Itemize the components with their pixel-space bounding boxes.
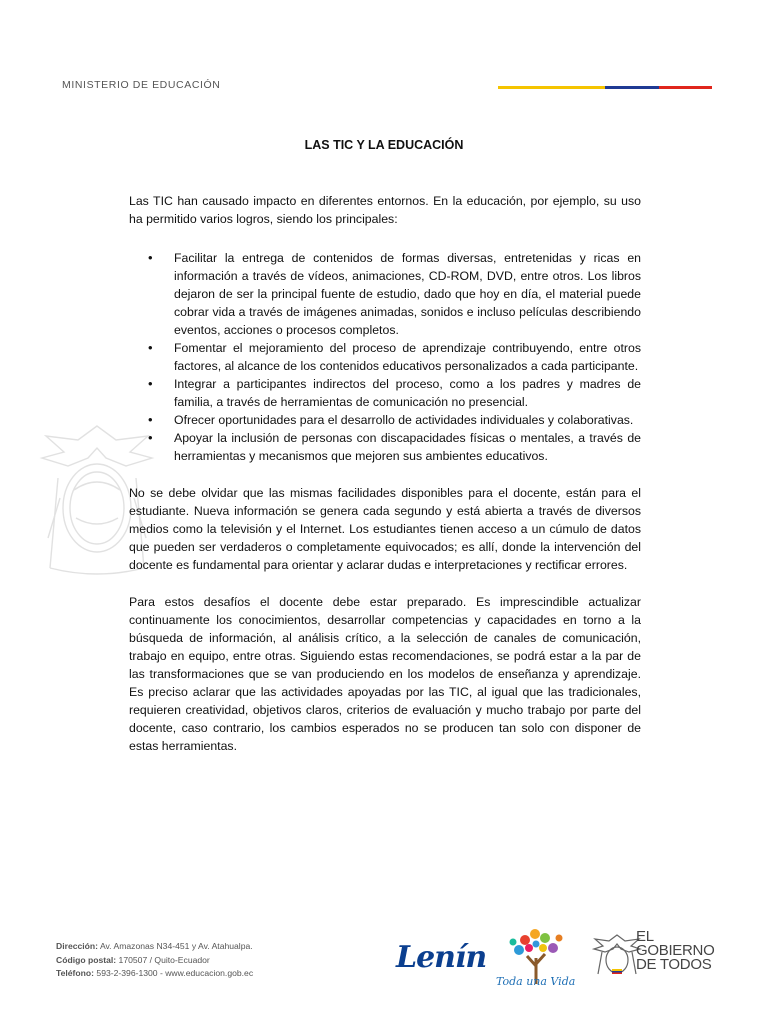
ministry-label: MINISTERIO DE EDUCACIÓN [62,79,221,91]
bullet-icon: • [148,430,153,445]
list-item: • Fomentar el mejoramiento del proceso de aprendizaje contribuyendo, entre otros factores, al alcance de los contenidos educativos personalizados a cada participante. [148,340,641,373]
list-item: • Facilitar la entrega de contenidos de formas diversas, entretenidas y ricas en información a través de vídeos, animaciones, CD-ROM, DVD, entre otros. Los libros dejaron de ser la principal fuente de estudio, dado que hoy en día, el material puede cobrar vida a través de imágenes animadas, sonidos e incluso películas describiendo eventos, acciones o procesos completos. [148,250,641,337]
bullet-icon: • [148,376,153,391]
paragraph-3: Para estos desafíos el docente debe estar preparado. Es imprescindible actualizar continuamente los conocimientos, desarrollar competencias y capacidades en torno a la búsqueda de información, al análisis crítico, a la selección de canales de comunicación, trabajo en equipo, entre otras. Siguiendo estas recomendaciones, se podrá estar a la par de las transformaciones que se van produciendo en los modelos de enseñanza y aprendizaje. Es preciso aclarar que las actividades apoyadas por las TIC, al igual que las tradicionales, requieren creatividad, objetivos claros, criterios de evaluación y mucho trabajo por parte del docente, caso contrario, los cambios esperados no se producen tan solo con disponer de estas herramientas. [129,595,641,753]
toda-una-vida-logo-text: Toda una Vida [496,975,576,988]
bullet-icon: • [148,250,153,265]
lenin-logo: Lenín [396,940,487,975]
gobierno-de-todos-logo: EL GOBIERNO DE TODOS [636,928,715,973]
coat-of-arms-icon [592,932,642,976]
intro-paragraph: Las TIC han causado impacto en diferentes entornos. En la educación, por ejemplo, su uso ha permitido varios logros, siendo los principales: [129,194,641,226]
list-item: • Integrar a participantes indirectos del proceso, como a los padres y madres de familia, a través de herramientas de comunicación no presencial. [148,376,641,409]
paragraph-2: No se debe olvidar que las mismas facilidades disponibles para el docente, están para el estudiante. Nueva información se genera cada segundo y está abierta a través de diversos medios como la televisión y el Internet. Los estudiantes tienen acceso a un cúmulo de datos que pueden ser verdaderos o completamente equivocados; es allí, donde la intervención del docente es fundamental para orientar y aclarar dudas e interpretaciones y rectificar errores. [129,486,641,572]
benefits-list [129,249,641,465]
footer-address: Dirección: Av. Amazonas N34-451 y Av. Atahualpa. Código postal: 170507 / Quito-Ecuador Teléfono: 593-2-396-1300 - www.educacion.gob.ec [56,941,254,978]
document-body [129,192,641,755]
list-item: • Ofrecer oportunidades para el desarrollo de actividades individuales y colaborativas. [148,412,634,427]
flag-color-bar [498,86,712,89]
bullet-icon: • [148,412,153,427]
list-item: • Apoyar la inclusión de personas con discapacidades físicas o mentales, a través de herramientas y mecanismos que mejoren sus ambientes educativos. [148,430,641,463]
document-title: LAS TIC Y LA EDUCACIÓN [304,138,464,152]
bullet-icon: • [148,340,153,355]
